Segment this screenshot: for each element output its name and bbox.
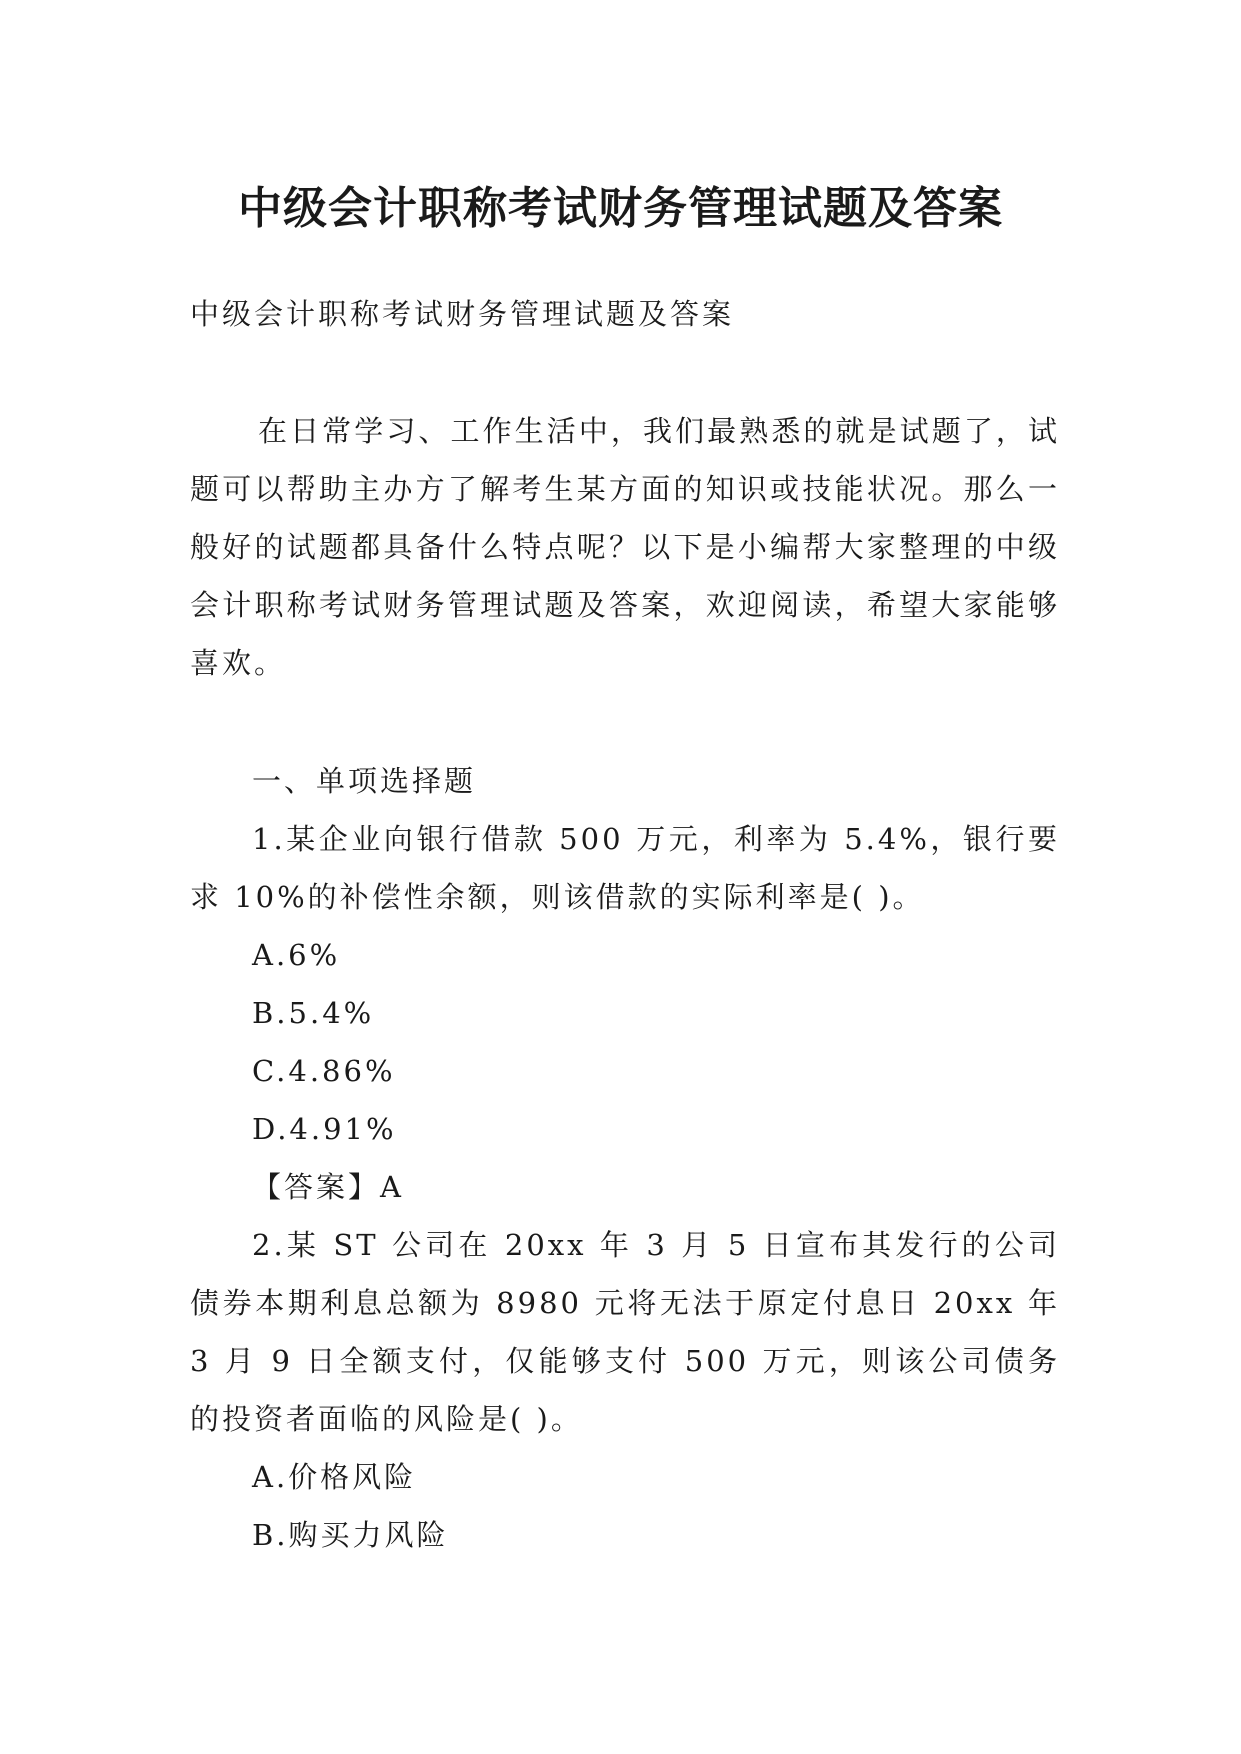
question-1-option-b: B.5.4% <box>252 996 375 1030</box>
question-2-option-a: A.价格风险 <box>252 1460 417 1494</box>
question-2-option-b: B.购买力风险 <box>252 1518 449 1552</box>
question-1-answer: 【答案】A <box>252 1170 404 1204</box>
document-title: 中级会计职称考试财务管理试题及答案 <box>238 183 1003 235</box>
intro-paragraph: 在日常学习、工作生活中，我们最熟悉的就是试题了，试题可以帮助主办方了解考生某方面的知识或技能状况。那么一般好的试题都具备什么特点呢？以下是小编帮大家整理的中级会计职称考试财务管理试题及答案，欢迎阅读，希望大家能够喜欢。 <box>190 414 1060 680</box>
section-heading: 一、单项选择题 <box>252 764 477 798</box>
question-1-option-a: A.6% <box>252 938 341 972</box>
question-1-option-c: C.4.86% <box>252 1054 396 1088</box>
question-2-stem: 2.某 ST 公司在 20xx 年 3 月 5 日宣布其发行的公司债券本期利息总额为 8980 元将无法于原定付息日 20xx 年 3 月 9 日全额支付，仅能够支付 500 万元，则该公司债务的投资者面临的风险是( )。 <box>190 1228 1060 1436</box>
document-subtitle: 中级会计职称考试财务管理试题及答案 <box>190 297 735 331</box>
question-1-option-d: D.4.91% <box>252 1112 397 1146</box>
question-1-stem: 1.某企业向银行借款 500 万元，利率为 5.4%，银行要求 10%的补偿性余额，则该借款的实际利率是( )。 <box>190 822 1060 914</box>
question-section <box>190 752 1060 1564</box>
